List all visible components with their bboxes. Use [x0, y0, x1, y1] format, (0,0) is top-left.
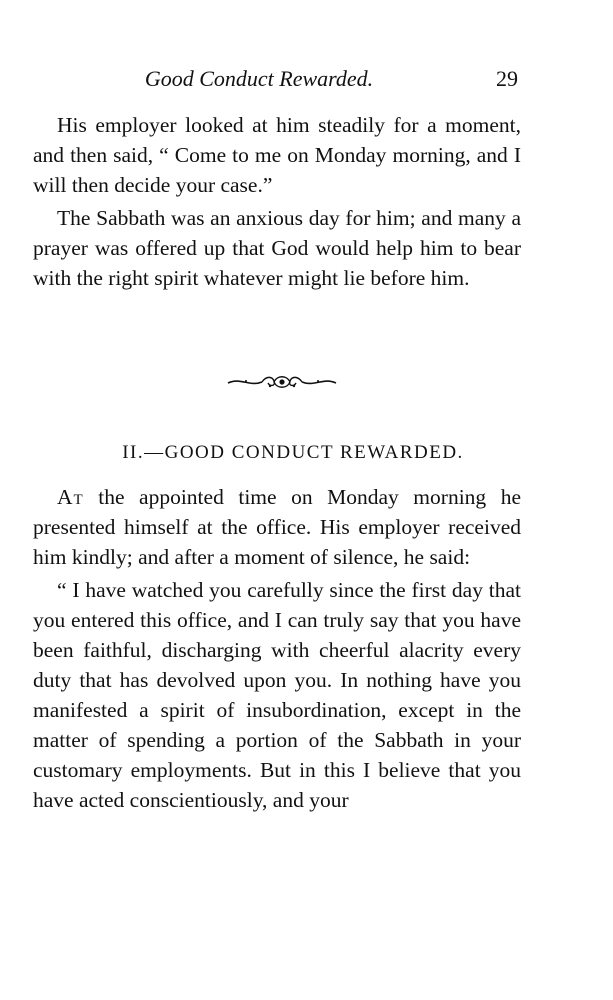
section-heading: II.—GOOD CONDUCT REWARDED.: [122, 442, 464, 463]
running-title: Good Conduct Rewarded.: [144, 66, 374, 91]
page-number: 29: [496, 66, 518, 91]
paragraph-lead-smallcaps: At: [57, 485, 84, 509]
top-text-block: [33, 110, 521, 293]
paragraph-sabbath: The Sabbath was an anxious day for him; and many a prayer was offered up that God would help him to bear with the right spirit whatever might lie before him.: [33, 206, 521, 290]
running-head: [60, 62, 518, 96]
paragraph-employer-reply: His employer looked at him steadily for a moment, and then said, “ Come to me on Monday morning, and I will then decide your case.”: [33, 113, 521, 197]
paragraph-employer-speech: “ I have watched you carefully since the first day that you entered this office, and I can truly say that you have been faithful, discharging with cheerful alacrity every duty that has devolved upon you. In nothing have you manifested a spirit of insubordination, except in the matter of spending a portion of the Sabbath in your customary employments. But in this I believe that you have acted conscientiously, and your: [33, 578, 521, 812]
paragraph-appointed-time: [33, 482, 521, 572]
bottom-text-block: [33, 482, 521, 815]
printers-ornament-icon: [226, 372, 338, 392]
paragraph-lead-rest: the appointed time on Monday morning he presented himself at the office. His employer received him kindly; and after a moment of silence, he said:: [33, 485, 521, 569]
